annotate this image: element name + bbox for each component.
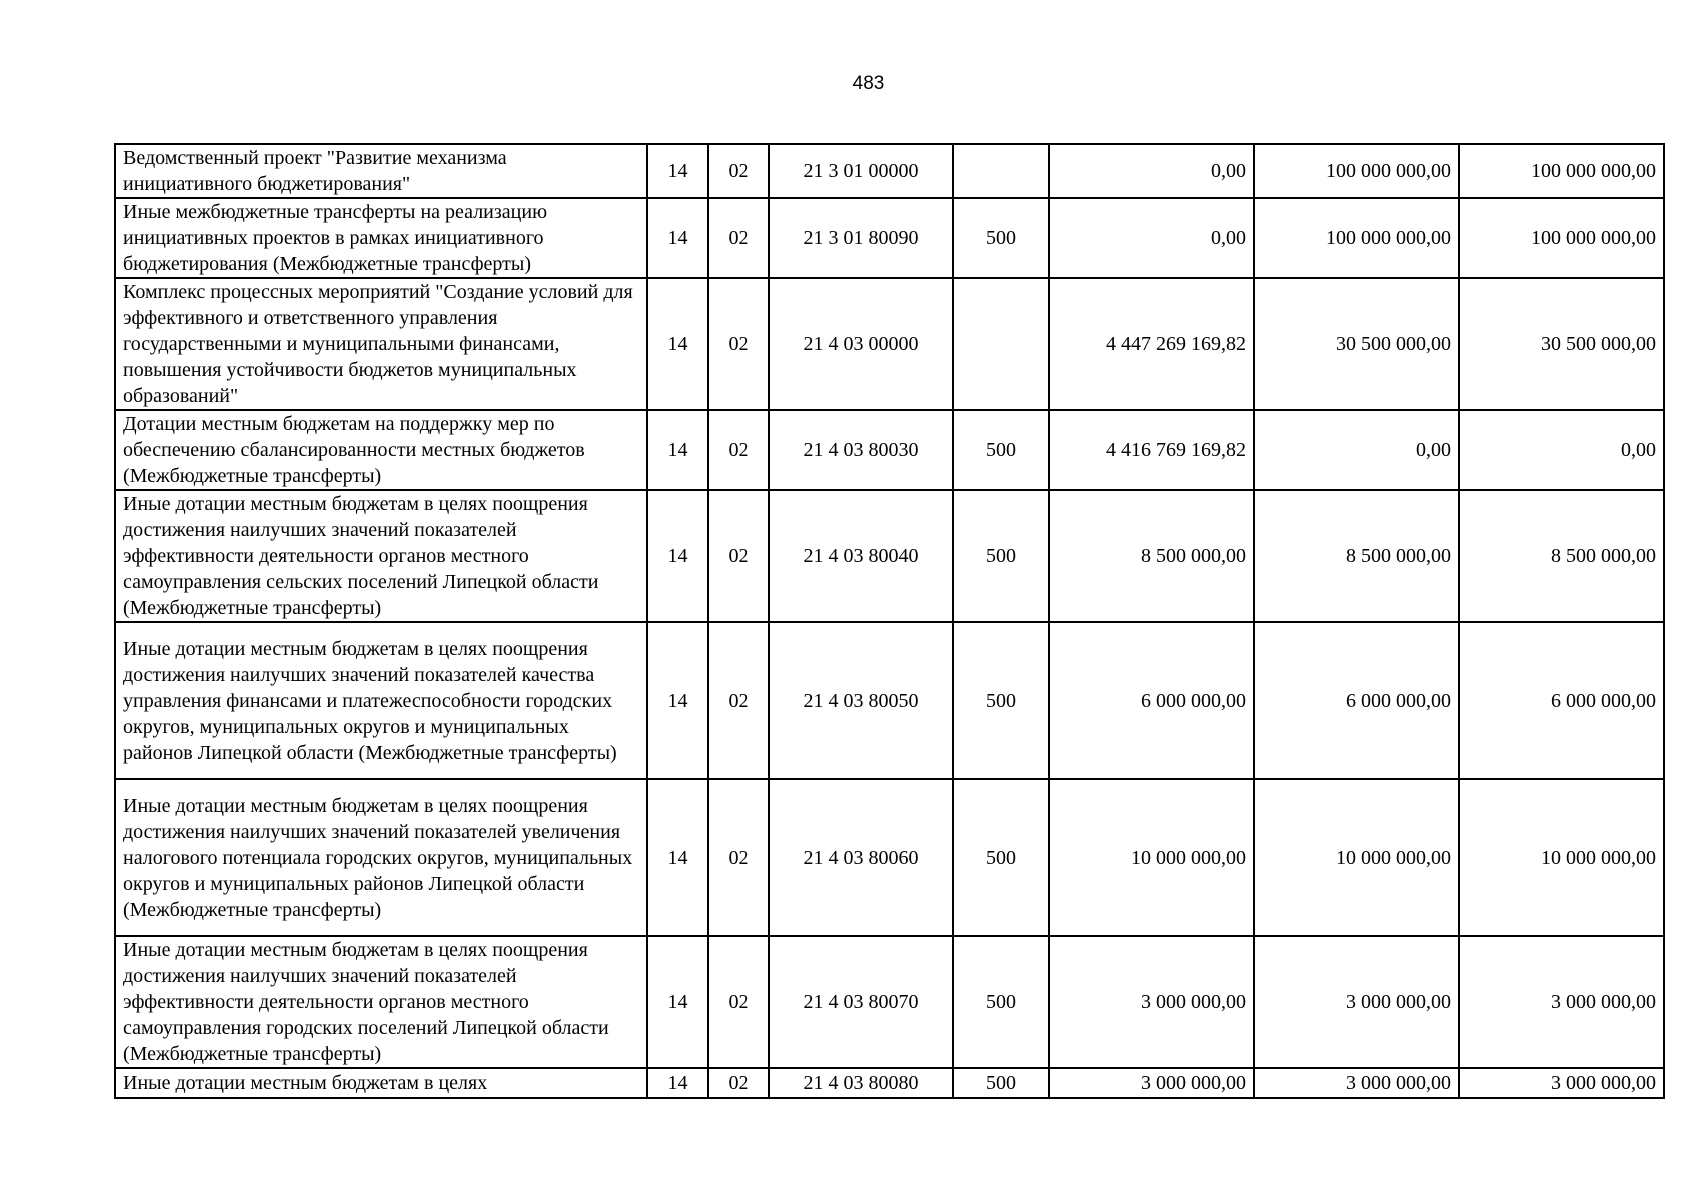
amount-year-1: 10 000 000,00 bbox=[1049, 779, 1254, 936]
target-article-code: 21 4 03 80040 bbox=[769, 490, 953, 622]
subsection-code: 02 bbox=[708, 779, 769, 936]
target-article-code: 21 4 03 80060 bbox=[769, 779, 953, 936]
target-article-code: 21 4 03 80030 bbox=[769, 410, 953, 490]
section-code: 14 bbox=[647, 779, 708, 936]
section-code: 14 bbox=[647, 490, 708, 622]
expense-type-code: 500 bbox=[953, 1068, 1049, 1098]
amount-year-3: 8 500 000,00 bbox=[1459, 490, 1664, 622]
section-code: 14 bbox=[647, 198, 708, 278]
amount-year-2: 3 000 000,00 bbox=[1254, 1068, 1459, 1098]
section-code: 14 bbox=[647, 410, 708, 490]
amount-year-1: 3 000 000,00 bbox=[1049, 1068, 1254, 1098]
row-name: Иные дотации местным бюджетам в целях поощрения достижения наилучших значений показателей эффективности деятельности органов местного самоуправления сельских поселений Липецкой области (Межбюджетные трансферты) bbox=[115, 490, 647, 622]
target-article-code: 21 4 03 80080 bbox=[769, 1068, 953, 1098]
target-article-code: 21 3 01 00000 bbox=[769, 144, 953, 198]
amount-year-1: 3 000 000,00 bbox=[1049, 936, 1254, 1068]
amount-year-1: 0,00 bbox=[1049, 198, 1254, 278]
row-name: Комплекс процессных мероприятий "Создание условий для эффективного и ответственного управления государственными и муниципальными финансами, повышения устойчивости бюджетов муниципальных образований" bbox=[115, 278, 647, 410]
subsection-code: 02 bbox=[708, 1068, 769, 1098]
expense-type-code: 500 bbox=[953, 622, 1049, 779]
table-row bbox=[115, 779, 1664, 936]
table-row bbox=[115, 1068, 1664, 1098]
expense-type-code bbox=[953, 144, 1049, 198]
expense-type-code: 500 bbox=[953, 490, 1049, 622]
amount-year-3: 3 000 000,00 bbox=[1459, 1068, 1664, 1098]
table-row bbox=[115, 198, 1664, 278]
amount-year-1: 6 000 000,00 bbox=[1049, 622, 1254, 779]
table-row bbox=[115, 622, 1664, 779]
section-code: 14 bbox=[647, 622, 708, 779]
table-row bbox=[115, 490, 1664, 622]
amount-year-3: 10 000 000,00 bbox=[1459, 779, 1664, 936]
subsection-code: 02 bbox=[708, 278, 769, 410]
expense-type-code: 500 bbox=[953, 936, 1049, 1068]
row-name: Иные межбюджетные трансферты на реализацию инициативных проектов в рамках инициативного бюджетирования (Межбюджетные трансферты) bbox=[115, 198, 647, 278]
amount-year-2: 8 500 000,00 bbox=[1254, 490, 1459, 622]
row-name: Иные дотации местным бюджетам в целях поощрения достижения наилучших значений показателей увеличения налогового потенциала городских округов, муниципальных округов и муниципальных районов Липецкой области (Межбюджетные трансферты) bbox=[115, 779, 647, 936]
row-name: Иные дотации местным бюджетам в целях поощрения достижения наилучших значений показателей качества управления финансами и платежеспособности городских округов, муниципальных округов и муниципальных районов Липецкой области (Межбюджетные трансферты) bbox=[115, 622, 647, 779]
amount-year-3: 100 000 000,00 bbox=[1459, 144, 1664, 198]
table-row bbox=[115, 278, 1664, 410]
target-article-code: 21 4 03 80050 bbox=[769, 622, 953, 779]
amount-year-1: 4 416 769 169,82 bbox=[1049, 410, 1254, 490]
amount-year-2: 0,00 bbox=[1254, 410, 1459, 490]
amount-year-1: 0,00 bbox=[1049, 144, 1254, 198]
amount-year-2: 30 500 000,00 bbox=[1254, 278, 1459, 410]
row-name: Иные дотации местным бюджетам в целях поощрения достижения наилучших значений показателей эффективности деятельности органов местного самоуправления городских поселений Липецкой области (Межбюджетные трансферты) bbox=[115, 936, 647, 1068]
section-code: 14 bbox=[647, 1068, 708, 1098]
amount-year-1: 4 447 269 169,82 bbox=[1049, 278, 1254, 410]
subsection-code: 02 bbox=[708, 490, 769, 622]
amount-year-2: 100 000 000,00 bbox=[1254, 198, 1459, 278]
section-code: 14 bbox=[647, 278, 708, 410]
target-article-code: 21 4 03 80070 bbox=[769, 936, 953, 1068]
subsection-code: 02 bbox=[708, 410, 769, 490]
row-name: Ведомственный проект "Развитие механизма инициативного бюджетирования" bbox=[115, 144, 647, 198]
row-name: Иные дотации местным бюджетам в целях bbox=[115, 1068, 647, 1098]
subsection-code: 02 bbox=[708, 936, 769, 1068]
subsection-code: 02 bbox=[708, 622, 769, 779]
budget-table bbox=[114, 143, 1665, 1099]
amount-year-3: 6 000 000,00 bbox=[1459, 622, 1664, 779]
amount-year-3: 3 000 000,00 bbox=[1459, 936, 1664, 1068]
page-number: 483 bbox=[852, 73, 885, 94]
amount-year-2: 100 000 000,00 bbox=[1254, 144, 1459, 198]
section-code: 14 bbox=[647, 936, 708, 1068]
expense-type-code: 500 bbox=[953, 779, 1049, 936]
table-row bbox=[115, 936, 1664, 1068]
section-code: 14 bbox=[647, 144, 708, 198]
expense-type-code: 500 bbox=[953, 410, 1049, 490]
amount-year-2: 3 000 000,00 bbox=[1254, 936, 1459, 1068]
table-row bbox=[115, 410, 1664, 490]
row-name: Дотации местным бюджетам на поддержку мер по обеспечению сбалансированности местных бюджетов (Межбюджетные трансферты) bbox=[115, 410, 647, 490]
target-article-code: 21 3 01 80090 bbox=[769, 198, 953, 278]
subsection-code: 02 bbox=[708, 144, 769, 198]
target-article-code: 21 4 03 00000 bbox=[769, 278, 953, 410]
amount-year-1: 8 500 000,00 bbox=[1049, 490, 1254, 622]
amount-year-2: 10 000 000,00 bbox=[1254, 779, 1459, 936]
expense-type-code bbox=[953, 278, 1049, 410]
amount-year-2: 6 000 000,00 bbox=[1254, 622, 1459, 779]
amount-year-3: 30 500 000,00 bbox=[1459, 278, 1664, 410]
amount-year-3: 100 000 000,00 bbox=[1459, 198, 1664, 278]
expense-type-code: 500 bbox=[953, 198, 1049, 278]
amount-year-3: 0,00 bbox=[1459, 410, 1664, 490]
subsection-code: 02 bbox=[708, 198, 769, 278]
table-row bbox=[115, 144, 1664, 198]
